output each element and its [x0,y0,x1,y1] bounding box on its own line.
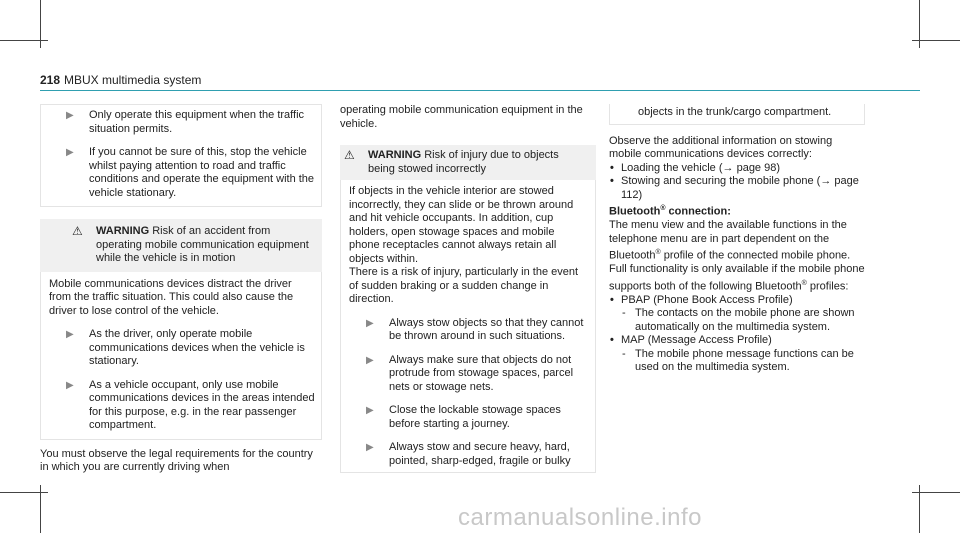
paragraph: The menu view and the available functions in the telephone menu are in part dependent on the Bluetooth® profile of the connected mobile phone. Full functionality is only available if the mobile phone supports both of the following Bluetooth® profiles: [609,219,865,293]
warning-triangle-icon: ⚠ [72,224,83,238]
sub-list-item: - The mobile phone message functions can be used on the multimedia system. [622,347,854,374]
warning-label: WARNING [96,225,150,237]
list-item: • Loading the vehicle (→ page 98) [610,161,781,174]
warning-bullet: ▶ As a vehicle occupant, only use mobile communications devices in the areas intended for this purpose, e.g. in the rear passenger compartment. [66,378,315,431]
header-rule [40,90,920,91]
warning-bullet: ▶ Always stow objects so that they cannot be thrown around in such situations. [366,316,584,342]
warning-box [40,219,322,440]
bullet-dot: • [610,175,614,187]
paragraph: You must observe the legal requirements for the country in which you are currently driving when [40,447,313,473]
section-title: MBUX multimedia system [64,73,202,87]
subheading: Bluetooth® connection: [609,205,731,218]
watermark: carmanualsonline.info [458,504,702,531]
crop-mark [0,492,48,493]
triangle-arrow-icon: ▶ [366,442,374,453]
page-ref-link[interactable]: page 112 [621,175,859,201]
triangle-arrow-icon: ▶ [66,110,74,121]
page-ref-arrow-icon: → [722,161,734,174]
triangle-arrow-icon: ▶ [366,354,374,366]
warning-header [340,145,596,180]
triangle-arrow-icon: ▶ [66,329,74,340]
warning-triangle-icon: ⚠ [344,148,355,162]
triangle-arrow-icon: ▶ [66,379,74,391]
warning-bullet: ▶ Close the lockable stowage spaces before starting a journey. [366,404,561,430]
warning-bullet: ▶ As the driver, only operate mobile communications devices when the vehicle is stationary. [66,328,305,367]
warning-continued-box [609,104,865,125]
page-ref-arrow-icon: → [820,175,832,187]
crop-mark [0,40,48,41]
dash-marker: - [622,347,626,360]
list-item: • MAP (Message Access Profile) [610,334,772,347]
triangle-arrow-icon: ▶ [66,147,74,158]
crop-mark [912,492,960,493]
warning-body [40,272,322,440]
paragraph: operating mobile communication equipment in the vehicle. [340,104,583,130]
warning-heading: Risk of an accident from operating mobile communication equipment while the vehicle is in motion [96,225,309,264]
tip-box [40,104,322,207]
list-item: • Stowing and securing the mobile phone (→ page 112) [610,175,859,201]
warning-header [40,219,322,272]
page-number: 218 [40,73,61,87]
warning-body [340,180,596,473]
triangle-arrow-icon: ▶ [366,405,374,416]
column-3 [609,104,865,375]
warning-bullet: ▶ Always stow and secure heavy, hard, pointed, sharp-edged, fragile or bulky [366,441,571,467]
bullet-dot: • [610,161,614,174]
warning-box [340,145,596,473]
warning-label: WARNING [368,149,422,161]
triangle-arrow-icon: ▶ [366,317,374,329]
column-2 [340,104,596,473]
warning-text: If objects in the vehicle interior are stowed incorrectly, they can slide or be thrown around and hit vehicle occupants. In addition, cup holders, open stowage spaces and mobile phone receptacles cannot always retain all objects within. [349,185,574,265]
dash-marker: - [622,307,626,320]
tip-bullet: ▶ If you cannot be sure of this, stop the vehicle whilst paying attention to road and traffic conditions and operate the equipment with the vehicle stationary. [66,146,315,199]
paragraph: Observe the additional information on stowing mobile communications devices correctly: [609,134,833,160]
warning-heading: Risk of injury due to objects being stowed incorrectly [368,149,559,175]
column-1 [40,104,322,475]
crop-mark [912,40,960,41]
bullet-dot: • [610,293,614,306]
warning-text: Mobile communications devices distract the driver from the traffic situation. This could also cause the driver to lose control of the vehicle. [49,277,294,317]
warning-continued-text: objects in the trunk/cargo compartment. [638,106,832,118]
warning-text: There is a risk of injury, particularly in the event of sudden braking or a sudden change in direction. [349,266,579,305]
tip-bullet: ▶ Only operate this equipment when the traffic situation permits. [66,109,305,135]
warning-bullet: ▶ Always make sure that objects do not protrude from stowage spaces, parcel nets or stowage nets. [366,353,574,393]
page-ref-link[interactable]: page 98 [736,161,777,174]
bullet-dot: • [610,334,614,347]
sub-list-item: - The contacts on the mobile phone are shown automatically on the multimedia system. [622,307,855,333]
list-item: • PBAP (Phone Book Access Profile) [610,293,793,306]
